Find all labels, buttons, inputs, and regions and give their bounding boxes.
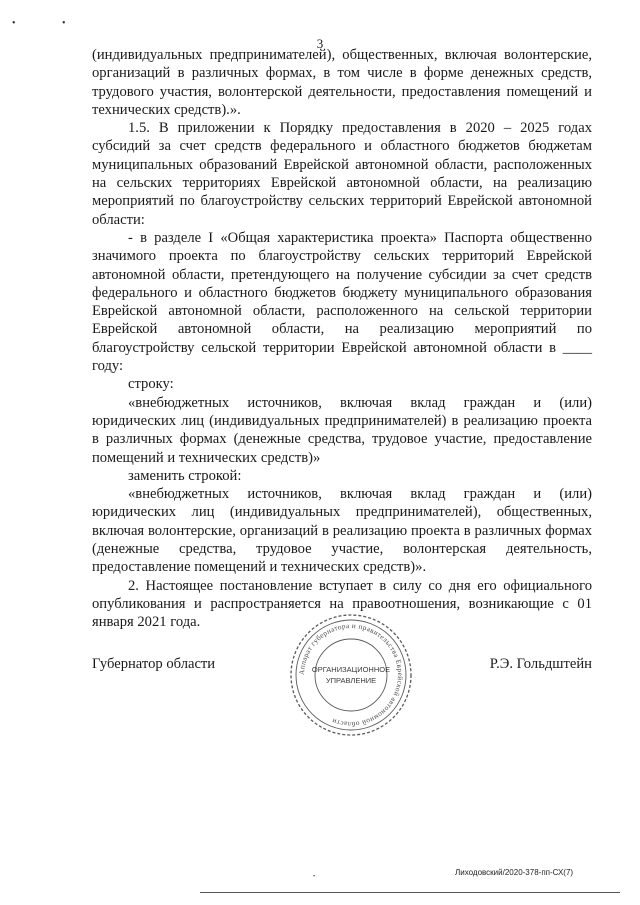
paragraph-line-label: строку: — [128, 376, 174, 393]
paragraph-section-i: - в разделе I «Общая характеристика проекта» Паспорта общественно значимого проекта по благоустройству сельских территорий Еврейской автономной области, претендующего на получение субсидии за счет средств федерального и областного бюджетов бюджету муниципального образования Еврейской автономной области, расположенного на сельской территории Еврейской автономной области, на реализацию мероприятий по благоустройству сельской территории Еврейской автономной области в ____ году: — [92, 229, 592, 375]
page-number: 3 — [316, 36, 324, 51]
document-body — [92, 46, 592, 632]
footer-mark: • — [313, 874, 316, 880]
paragraph-continuation: (индивидуальных предпринимателей), общественных, включая волонтерские, организаций в различных формах, в том числе в форме денежных средств, трудового участия, волонтерской деятельности, предоставления помещений и технических средств).». — [92, 47, 592, 118]
corner-marks: • • — [12, 18, 88, 29]
signatory-name: Р.Э. Гольдштейн — [489, 656, 592, 672]
paragraph-replace-label: заменить строкой: — [128, 467, 242, 484]
seal-center-line1: ОРГАНИЗАЦИОННОЕ — [311, 665, 391, 674]
document-code: Лиходовский/2020-378-пп-СХ(7) — [455, 868, 574, 877]
paragraph-1-5: 1.5. В приложении к Порядку предоставления в 2020 – 2025 годах субсидий за счет средств федерального и областного бюджетов бюджетам муниципальных образований Еврейской автономной области, расположенных на сельских территориях Еврейской автономной области, на реализацию мероприятий по благоустройству сельских территорий Еврейской автономной области: — [92, 120, 592, 228]
signatory-position: Губернатор области — [92, 656, 216, 672]
bottom-divider — [200, 892, 620, 893]
seal-center-line2: УПРАВЛЕНИЕ — [325, 676, 377, 685]
svg-text:Аппарат губернатора и правител: Аппарат губернатора и правительства Еврейской автономной области — [297, 621, 405, 729]
official-seal-stamp — [288, 612, 414, 738]
paragraph-old-text: «внебюджетных источников, включая вклад граждан и (или) юридических лиц (индивидуальных предпринимателей) в реализацию проекта в различных формах (денежные средства, трудовое участие, предоставление помещений и технических средств)» — [92, 394, 592, 466]
paragraph-2: 2. Настоящее постановление вступает в силу со дня его официального опубликования и распространяется на правоотношения, возникающие с 01 января 2021 года. — [92, 577, 592, 631]
paragraph-new-text: «внебюджетных источников, включая вклад граждан и (или) юридических лиц (индивидуальных предпринимателей), общественных, включая волонтерские, организаций в реализацию проекта в различных формах (денежные средства, трудовое участие, волонтерская деятельность, предоставление помещений и технических средств)». — [92, 486, 592, 576]
